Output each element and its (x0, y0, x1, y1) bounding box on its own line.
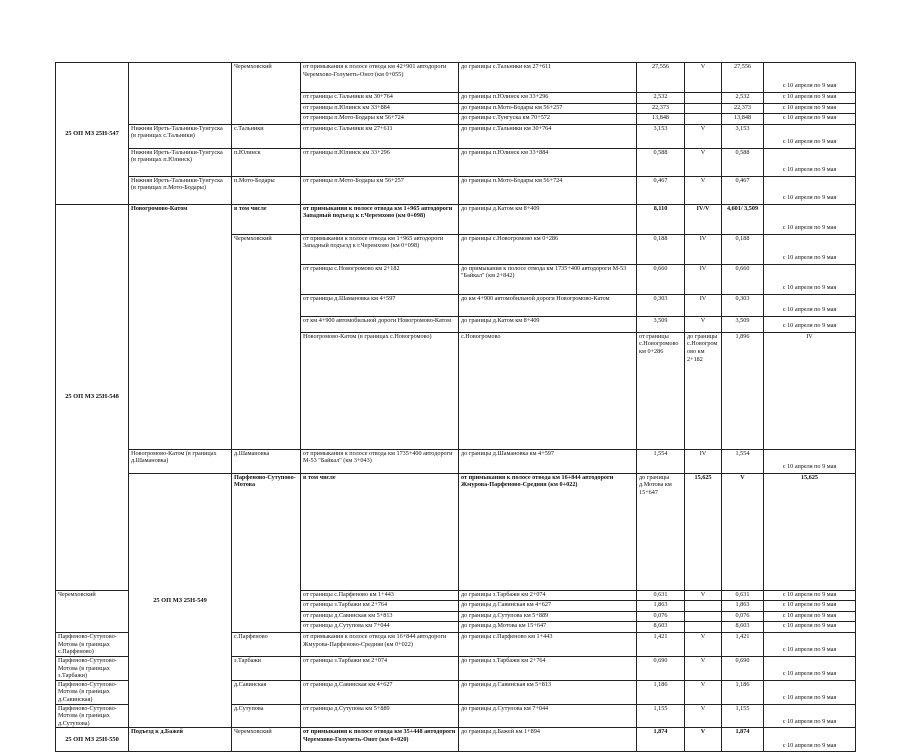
table-row (56, 124, 856, 148)
category-cell (685, 114, 722, 125)
category-cell: IV/V (685, 204, 722, 234)
from-cell: от границы с.Парфеново км 1+443 (301, 590, 459, 601)
period-cell: с 10 апреля по 9 мая (764, 114, 856, 125)
length-cell: 1,554 (637, 449, 685, 473)
length-limited-cell: 4,601/ 3,509 (722, 204, 764, 234)
length-cell: 1,186 (637, 680, 685, 704)
to-cell: до границы с.Новогромово км 2+182 (685, 332, 722, 449)
area-cell: п.Мото-Бодары (232, 176, 301, 204)
period-cell: с 10 апреля по 9 мая (764, 601, 856, 612)
from-cell: от границы д.Шамановка км 4+597 (301, 294, 459, 316)
length-limited-cell: 3,509 (722, 316, 764, 332)
to-cell: до границы д.Сутупова км 7+044 (459, 704, 637, 728)
area-cell: Черемховский (232, 234, 301, 449)
category-cell (685, 622, 722, 633)
from-cell: от примыкания к полосе отвода км 16+844 автодороги Жмурова-Парфеново-Средняя (км 0+022) (459, 473, 637, 590)
road-code-cell: 25 ОП МЗ 25Н-550 (56, 728, 129, 752)
to-cell: до границы с.Тальники км 30+764 (459, 124, 637, 148)
road-name-cell: Нижняя Иреть-Тальники-Тунгуска (в границах п.Мото-Бодары) (129, 176, 232, 204)
length-limited-cell: 1,874 (722, 728, 764, 752)
from-cell: от примыкания к полосе отвода км 1+965 автодороги Западный подъезд к г.Черемхово (км 0+098) (301, 234, 459, 264)
period-cell: с 10 апреля по 9 мая (764, 680, 856, 704)
area-cell: Черемховский (232, 728, 301, 752)
road-code-cell: 25 ОП МЗ 25Н-548 (56, 204, 129, 590)
area-cell: Черемховский (56, 590, 129, 632)
period-cell: с 10 апреля по 9 мая (764, 728, 856, 752)
road-name-cell: Парфеново-Сутупово-Мотова (232, 473, 301, 632)
roads-table-body (56, 63, 856, 752)
length-cell: 0,631 (637, 590, 685, 601)
length-cell: 1,155 (637, 704, 685, 728)
category-cell: V (722, 473, 764, 590)
length-limited-cell: 22,373 (722, 103, 764, 114)
category-cell: V (685, 656, 722, 680)
road-name-cell: Парфеново-Сутупово-Мотова (в границах з.Тарбажи) (56, 656, 129, 680)
length-limited-cell: 0,588 (722, 148, 764, 176)
from-cell: от границы п.Мото-Бодары км 56+724 (301, 114, 459, 125)
category-cell: IV (685, 449, 722, 473)
table-row (56, 449, 856, 473)
category-cell (685, 601, 722, 612)
category-cell: V (685, 632, 722, 656)
to-cell: до границы з.Тарбажи км 2+074 (459, 590, 637, 601)
to-cell: до границы д.Мотова км 15+647 (459, 622, 637, 633)
area-cell: в том числе (301, 473, 459, 590)
from-cell: от границы з.Тарбажи км 2+074 (301, 656, 459, 680)
length-cell: 0,303 (637, 294, 685, 316)
period-cell: с 10 апреля по 9 мая (764, 124, 856, 148)
from-cell: от примыкания к полосе отвода км 42+901 автодороги Черемхово-Голуметь-Онот (км 0+055) (301, 63, 459, 93)
length-limited-cell: 0,188 (722, 234, 764, 264)
from-cell: от границы д.Сутупова км 5+889 (301, 704, 459, 728)
to-cell: до границы п.Мото-Бодары км 56+257 (459, 103, 637, 114)
from-cell: от границы д.Сутупова км 7+044 (301, 622, 459, 633)
road-code-cell: 25 ОП МЗ 25Н-547 (56, 63, 129, 205)
from-cell: от границы д.Савинская км 4+627 (301, 680, 459, 704)
to-cell: до границы д.Сутупова км 5+889 (459, 611, 637, 622)
to-cell: до границы п.Юлинск км 33+296 (459, 93, 637, 104)
length-cell: 8,603 (637, 622, 685, 633)
from-cell: от границы д.Савинская км 5+813 (301, 611, 459, 622)
length-limited-cell: 0,631 (722, 590, 764, 601)
roads-table (55, 62, 856, 752)
road-name-cell: Нижняя Иреть-Тальники-Тунгуска (в границах п.Юлинск) (129, 148, 232, 176)
to-cell: до границы с.Тальники км 27+611 (459, 63, 637, 93)
length-limited-cell: 3,153 (722, 124, 764, 148)
category-cell: V (685, 680, 722, 704)
area-cell: с.Парфеново (232, 632, 301, 656)
road-name-cell (129, 63, 232, 125)
from-cell: от границы с.Новогромово км 0+286 (637, 332, 685, 449)
category-cell: V (685, 704, 722, 728)
from-cell: от примыкания к полосе отвода км 16+844 автодороги Жмурова-Парфеново-Средняя (км 0+022) (301, 632, 459, 656)
from-cell: от границы с.Тальники км 30+764 (301, 93, 459, 104)
road-name-cell: Новогромово-Катом (в границах д.Шамановка) (129, 449, 232, 473)
period-cell: с 10 апреля по 9 мая (764, 622, 856, 633)
period-cell: с 10 апреля по 9 мая (764, 148, 856, 176)
area-cell: Черемховский (232, 63, 301, 125)
length-cell: 0,188 (637, 234, 685, 264)
category-cell: V (685, 316, 722, 332)
table-row (56, 63, 856, 93)
category-cell: IV (685, 264, 722, 294)
to-cell: до границы п.Мото-Бодары км 56+724 (459, 176, 637, 204)
to-cell: до границы д.Савинская км 5+813 (459, 680, 637, 704)
area-cell: з.Тарбажи (232, 656, 301, 680)
length-limited-cell: 8,603 (722, 622, 764, 633)
period-cell: с 10 апреля по 9 мая (764, 656, 856, 680)
length-cell: 1,863 (637, 601, 685, 612)
length-cell: 1,896 (722, 332, 764, 449)
to-cell: до границы с.Тунгуска км 70+572 (459, 114, 637, 125)
length-cell: 0,660 (637, 264, 685, 294)
length-limited-cell: 1,554 (722, 449, 764, 473)
area-cell: д.Сутупова (232, 704, 301, 728)
from-cell: от примыкания к полосе отвода км 1+965 автодороги Западный подъезд к г.Черемхово (км 0+098) (301, 204, 459, 234)
area-cell: в том числе (232, 204, 301, 234)
category-cell: V (685, 63, 722, 93)
category-cell: V (685, 124, 722, 148)
period-cell: с 10 апреля по 9 мая (764, 63, 856, 93)
length-limited-cell: 0,467 (722, 176, 764, 204)
period-cell: с 10 апреля по 9 мая (764, 234, 856, 264)
area-cell: д.Шамановка (232, 449, 301, 473)
to-cell: до границы д.Савинская км 4+627 (459, 601, 637, 612)
length-cell: 22,373 (637, 103, 685, 114)
from-cell: от границы з.Тарбажи км 2+764 (301, 601, 459, 612)
to-cell: до км 4+900 автомобильной дороги Новогромово-Катом (459, 294, 637, 316)
table-row (56, 728, 856, 752)
length-cell: 15,625 (685, 473, 722, 590)
table-row (56, 148, 856, 176)
table-row (56, 204, 856, 234)
to-cell: до границы д.Катом км 8+409 (459, 204, 637, 234)
length-limited-cell: 1,863 (722, 601, 764, 612)
period-cell: с 10 апреля по 9 мая (764, 176, 856, 204)
table-row (56, 176, 856, 204)
period-cell: с 10 апреля по 9 мая (764, 632, 856, 656)
table-row (56, 473, 856, 590)
category-cell (685, 611, 722, 622)
period-cell: с 10 апреля по 9 мая (764, 590, 856, 601)
from-cell: от границы с.Новогромово км 2+182 (301, 264, 459, 294)
category-cell: IV (685, 234, 722, 264)
length-cell: 3,153 (637, 124, 685, 148)
category-cell: IV (764, 332, 856, 449)
length-limited-cell: 1,186 (722, 680, 764, 704)
road-name-cell: Нижняя Иреть-Тальники-Тунгуска (в границах с.Тальники) (129, 124, 232, 148)
road-code-cell: 25 ОП МЗ 25Н-549 (129, 473, 232, 728)
length-limited-cell: 15,625 (764, 473, 856, 590)
length-cell: 2,532 (637, 93, 685, 104)
length-limited-cell: 2,532 (722, 93, 764, 104)
category-cell: V (685, 728, 722, 752)
road-name-cell: Парфеново-Сутупово-Мотова (в границах д.Савинская) (56, 680, 129, 704)
period-cell: с 10 апреля по 9 мая (764, 204, 856, 234)
length-limited-cell: 0,076 (722, 611, 764, 622)
category-cell: V (685, 148, 722, 176)
length-limited-cell: 0,660 (722, 264, 764, 294)
from-cell: от км 4+900 автомобильной дороги Новогромово-Катом (301, 316, 459, 332)
to-cell: до границы д.Шамановка км 4+597 (459, 449, 637, 473)
road-name-cell: Новогромово-Катом (129, 204, 232, 449)
to-cell: до границы д.Мотова км 15+647 (637, 473, 685, 590)
road-name-cell: Парфеново-Сутупово-Мотова (в границах д.Сутупова) (56, 704, 129, 728)
area-cell: п.Юлинск (232, 148, 301, 176)
to-cell: до границы с.Новогромово км 0+286 (459, 234, 637, 264)
length-limited-cell: 1,421 (722, 632, 764, 656)
period-cell: с 10 апреля по 9 мая (764, 294, 856, 316)
from-cell: от примыкания к полосе отвода км 35+448 автодороги Черемхово-Голуметь-Онот (км 0+020) (301, 728, 459, 752)
from-cell: от границы с.Тальники км 27+611 (301, 124, 459, 148)
area-cell: с.Новогромово (459, 332, 637, 449)
length-cell: 3,509 (637, 316, 685, 332)
length-cell: 13,848 (637, 114, 685, 125)
to-cell: до границы п.Юлинск км 33+884 (459, 148, 637, 176)
category-cell: V (685, 590, 722, 601)
category-cell: V (685, 176, 722, 204)
to-cell: до границы з.Тарбажи км 2+764 (459, 656, 637, 680)
length-limited-cell: 0,303 (722, 294, 764, 316)
length-limited-cell: 0,690 (722, 656, 764, 680)
period-cell: с 10 апреля по 9 мая (764, 611, 856, 622)
length-limited-cell: 27,556 (722, 63, 764, 93)
length-cell: 1,421 (637, 632, 685, 656)
length-cell: 0,690 (637, 656, 685, 680)
area-cell: с.Тальники (232, 124, 301, 148)
to-cell: до границы д.Катом км 8+409 (459, 316, 637, 332)
category-cell (685, 103, 722, 114)
period-cell: с 10 апреля по 9 мая (764, 103, 856, 114)
road-name-cell: Парфеново-Сутупово-Мотова (в границах с.Парфеново) (56, 632, 129, 656)
from-cell: от примыкания к полосе отвода км 1735+400 автодороги М-53 "Байкал" (км 3+043) (301, 449, 459, 473)
length-cell: 0,588 (637, 148, 685, 176)
from-cell: от границы п.Мото-Бодары км 56+257 (301, 176, 459, 204)
road-name-cell: Подъезд к д.Бажей (129, 728, 232, 752)
length-limited-cell: 1,155 (722, 704, 764, 728)
period-cell: с 10 апреля по 9 мая (764, 93, 856, 104)
area-cell: д.Савинская (232, 680, 301, 704)
length-cell: 8,110 (637, 204, 685, 234)
from-cell: от границы п.Юлинск км 33+296 (301, 148, 459, 176)
period-cell: с 10 апреля по 9 мая (764, 264, 856, 294)
period-cell: с 10 апреля по 9 мая (764, 704, 856, 728)
length-cell: 0,467 (637, 176, 685, 204)
to-cell: до примыкания к полосе отвода км 1735+400 автодороги М-53 "Байкал" (км 2+842) (459, 264, 637, 294)
to-cell: до границы д.Бажей км 1+894 (459, 728, 637, 752)
to-cell: до границы с.Парфеново км 1+443 (459, 632, 637, 656)
period-cell: с 10 апреля по 9 мая (764, 316, 856, 332)
period-cell: с 10 апреля по 9 мая (764, 449, 856, 473)
length-cell: 27,556 (637, 63, 685, 93)
from-cell: от границы п.Юлинск км 33+884 (301, 103, 459, 114)
category-cell: IV (685, 294, 722, 316)
length-limited-cell: 13,848 (722, 114, 764, 125)
length-cell: 0,076 (637, 611, 685, 622)
category-cell (685, 93, 722, 104)
length-cell: 1,874 (637, 728, 685, 752)
road-name-cell: Новогромово-Катом (в границах с.Новогромово) (301, 332, 459, 449)
